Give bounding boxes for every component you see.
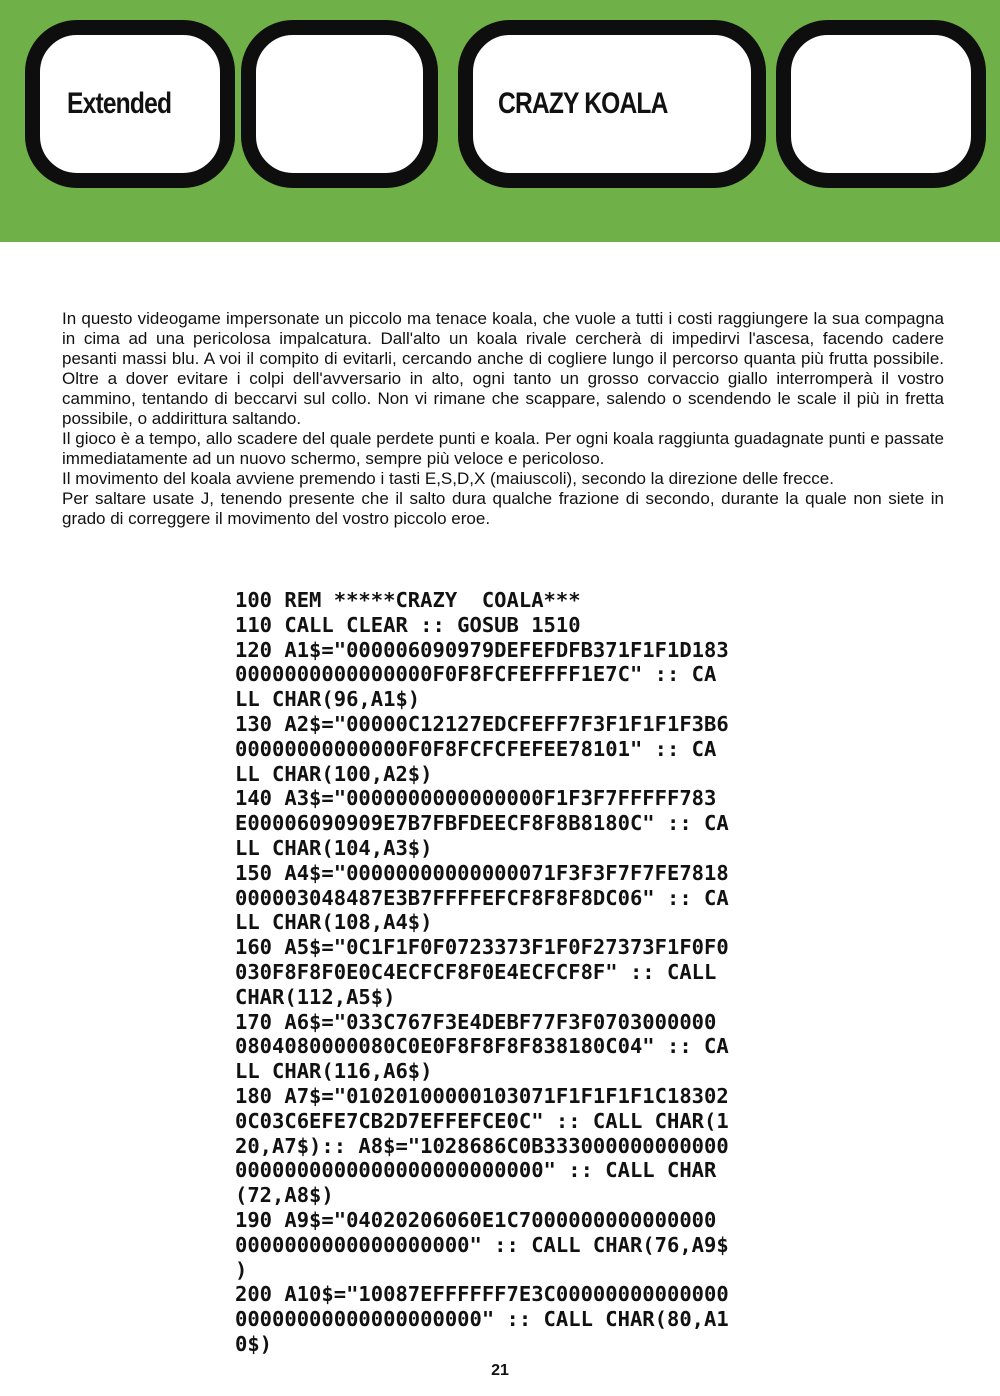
code-line: 0804080000080C0E0F8F8F8F838180C04" :: CA bbox=[235, 1034, 729, 1059]
basic-program-listing bbox=[235, 588, 845, 1357]
code-line: 0000000000000000F0F8FCFEFFFF1E7C" :: CA bbox=[235, 662, 717, 687]
intro-paragraph: Il movimento del koala avviene premendo i tasti E,S,D,X (maiuscoli), secondo la direzione delle frecce. bbox=[62, 469, 834, 488]
tv-screen-frame-4 bbox=[776, 20, 986, 188]
intro-paragraph: Il gioco è a tempo, allo scadere del quale perdete punti e koala. Per ogni koala raggiunta guadagnate punti e passate immediatamente ad un nuovo schermo, sempre più veloce e pericoloso. bbox=[62, 429, 944, 468]
code-line: 030F8F8F0E0C4ECFCF8F0E4ECFCF8F" :: CALL bbox=[235, 959, 717, 984]
tv-screen-frame-1 bbox=[25, 20, 235, 188]
code-line: 00000000000000000000" :: CALL CHAR(80,A1 bbox=[235, 1307, 729, 1332]
code-line: E00006090909E7B7FBFDEECF8F8B8180C" :: CA bbox=[235, 811, 729, 836]
code-line: 160 A5$="0C1F1F0F0723373F1F0F27373F1F0F0 bbox=[235, 935, 729, 960]
code-line: LL CHAR(104,A3$) bbox=[235, 835, 433, 860]
code-line: (72,A8$) bbox=[235, 1183, 334, 1208]
code-line: 100 REM *****CRAZY COALA*** bbox=[235, 588, 581, 612]
tv-screen-frame-2 bbox=[241, 20, 438, 188]
code-line: LL CHAR(100,A2$) bbox=[235, 761, 433, 786]
page-title: CRAZY KOALA bbox=[498, 87, 668, 120]
intro-paragraph: Per saltare usate J, tenendo presente che il salto dura qualche frazione di secondo, durante la quale non siete in grado di correggere il movimento del vostro piccolo eroe. bbox=[62, 489, 944, 528]
code-line: 0000000000000000000" :: CALL CHAR(76,A9$ bbox=[235, 1232, 729, 1257]
code-line: LL CHAR(96,A1$) bbox=[235, 687, 421, 712]
code-line: 00000000000000F0F8FCFCFEFEE78101" :: CA bbox=[235, 736, 717, 761]
code-line: 190 A9$="04020206060E1C7000000000000000 bbox=[235, 1207, 717, 1232]
code-line: 150 A4$="00000000000000071F3F3F7F7FE7818 bbox=[235, 860, 729, 885]
code-line: 200 A10$="10087EFFFFFF7E3C00000000000000 bbox=[235, 1282, 729, 1307]
code-line: 0000000000000000000000000" :: CALL CHAR bbox=[235, 1158, 717, 1183]
code-line: 140 A3$="0000000000000000F1F3F7FFFFF783 bbox=[235, 786, 717, 811]
page-number: 21 bbox=[491, 1362, 509, 1379]
code-line: 0$) bbox=[235, 1331, 273, 1356]
code-line: ) bbox=[235, 1257, 248, 1282]
code-line: 110 CALL CLEAR :: GOSUB 1510 bbox=[235, 612, 581, 637]
code-line: 120 A1$="000006090979DEFEFDFB371F1F1D183 bbox=[235, 637, 729, 662]
code-line: 130 A2$="00000C12127EDCFEFF7F3F1F1F1F3B6 bbox=[235, 711, 729, 736]
category-label: Extended bbox=[67, 87, 172, 120]
code-line: 20,A7$):: A8$="1028686C0B333000000000000 bbox=[235, 1133, 729, 1158]
code-line: 000003048487E3B7FFFFEFCF8F8F8DC06" :: CA bbox=[235, 885, 729, 910]
code-line: 180 A7$="01020100000103071F1F1F1F1C18302 bbox=[235, 1083, 729, 1108]
code-line: 0C03C6EFE7CB2D7EFFEFCE0C" :: CALL CHAR(1 bbox=[235, 1108, 729, 1133]
code-line: CHAR(112,A5$) bbox=[235, 984, 396, 1009]
header-banner bbox=[0, 0, 1000, 242]
code-line: LL CHAR(116,A6$) bbox=[235, 1059, 433, 1084]
intro-text bbox=[62, 309, 944, 529]
tv-screen-frame-3 bbox=[458, 20, 766, 188]
code-line: 170 A6$="033C767F3E4DEBF77F3F0703000000 bbox=[235, 1009, 717, 1034]
intro-paragraph: In questo videogame impersonate un piccolo ma tenace koala, che vuole a tutti i costi raggiungere la sua compagna in cima ad una pericolosa impalcatura. Dall'alto un koala rivale cercherà di impedirvi l'ascesa, facendo cadere pesanti massi blu. A voi il compito di evitarli, cercando anche di cogliere lungo il percorso quanta più frutta possibile. Oltre a dover evitare i colpi dell'avversario in alto, ogni tanto un grosso corvaccio giallo interromperà il vostro cammino, tentando di beccarvi sul collo. Non vi rimane che scappare, salendo o scendendo le scale il più in fretta possibile, o addirittura saltando. bbox=[62, 309, 944, 428]
code-line: LL CHAR(108,A4$) bbox=[235, 910, 433, 935]
